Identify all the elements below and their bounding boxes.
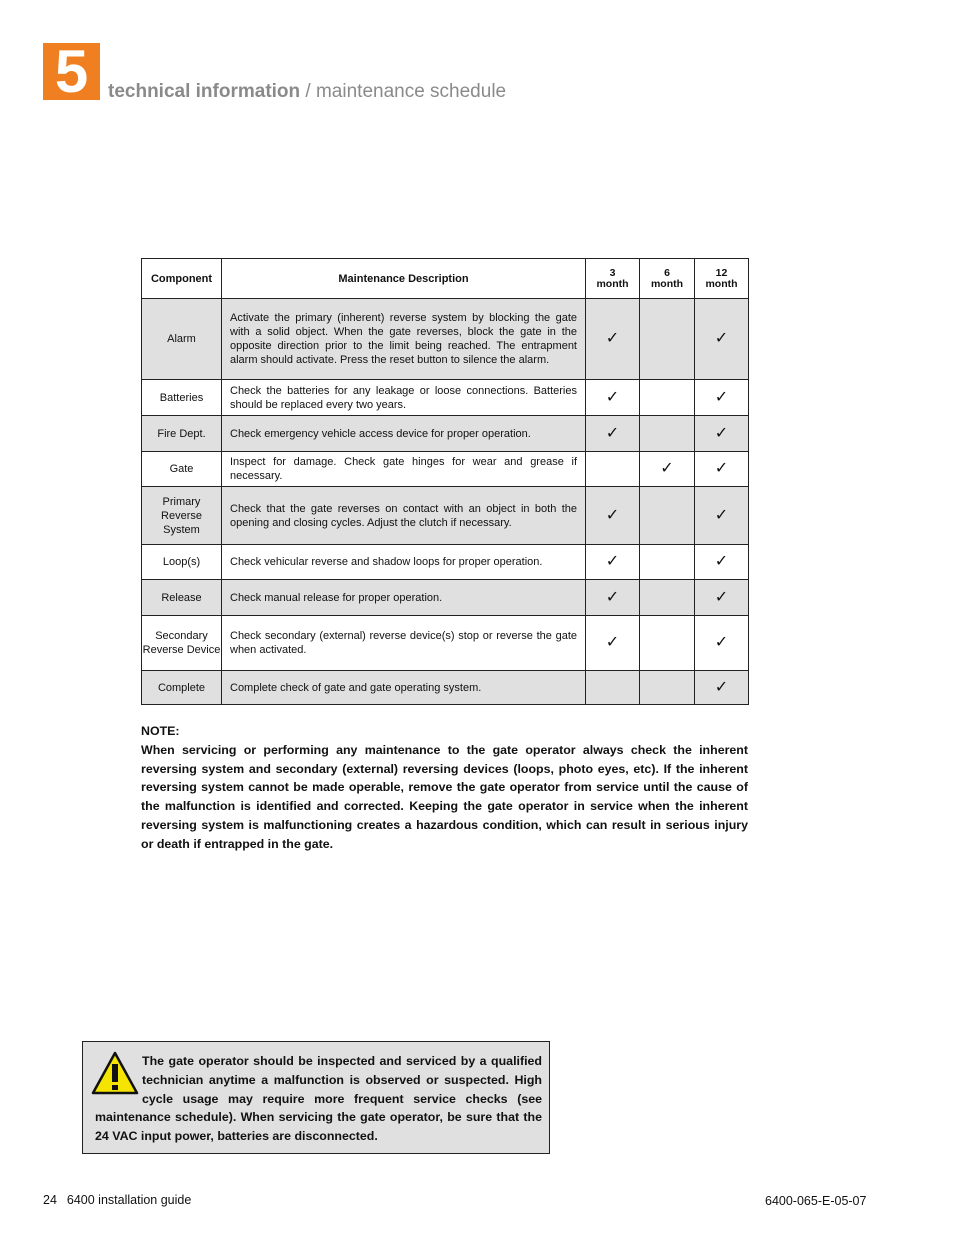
- guide-name: 6400 installation guide: [66, 1193, 192, 1207]
- check-12-month: ✓: [695, 671, 749, 705]
- check-6-month: [640, 487, 695, 545]
- check-3-month: [586, 671, 640, 705]
- column-header-6-month-number: 6: [664, 266, 670, 279]
- column-header-12-month: [695, 259, 749, 299]
- table-row: [142, 380, 749, 416]
- column-header-description: Maintenance Description: [222, 259, 586, 299]
- table-row: [142, 580, 749, 616]
- check-12-month: ✓: [695, 380, 749, 416]
- check-3-month: ✓: [586, 380, 640, 416]
- check-12-month: ✓: [695, 616, 749, 671]
- description-cell: Inspect for damage. Check gate hinges for wear and grease if necessary.: [222, 452, 586, 487]
- description-cell: Check emergency vehicle access device for proper operation.: [222, 416, 586, 452]
- table-row: [142, 452, 749, 487]
- check-3-month: ✓: [586, 299, 640, 380]
- check-3-month: ✓: [586, 580, 640, 616]
- check-12-month: ✓: [695, 487, 749, 545]
- column-header-6-month: [640, 259, 695, 299]
- description-cell: Check that the gate reverses on contact with an object in both the opening and closing cycles. Adjust the clutch if necessary.: [222, 487, 586, 545]
- component-cell: Secondary Reverse Device: [142, 616, 222, 671]
- note-heading: NOTE:: [141, 724, 180, 738]
- check-3-month: ✓: [586, 487, 640, 545]
- warning-text: The gate operator should be inspected and serviced by a qualified technician anytime a malfunction is observed or suspected. High cycle usage may require more frequent service checks (see maintenance schedule). When servicing the gate operator, be sure that the 24 VAC input power, batteries are disconnected.: [95, 1054, 542, 1144]
- check-6-month: [640, 671, 695, 705]
- component-cell: Loop(s): [142, 545, 222, 580]
- description-cell: Complete check of gate and gate operating system.: [222, 671, 586, 705]
- check-6-month: [640, 416, 695, 452]
- warning-text-block: [95, 1052, 542, 1146]
- description-cell: Check the batteries for any leakage or loose connections. Batteries should be replaced every two years.: [222, 380, 586, 416]
- page-title-subsection: / maintenance schedule: [300, 81, 507, 102]
- table-row: [142, 487, 749, 545]
- check-6-month: ✓: [640, 452, 695, 487]
- column-header-6-month-unit: month: [650, 277, 684, 290]
- component-cell: Complete: [142, 671, 222, 705]
- check-6-month: [640, 616, 695, 671]
- check-6-month: [640, 299, 695, 380]
- check-3-month: ✓: [586, 416, 640, 452]
- check-3-month: ✓: [586, 545, 640, 580]
- table-header-row: [142, 259, 749, 299]
- note-body: When servicing or performing any maintenance to the gate operator always check the inherent reversing system and secondary (external) reversing devices (loops, photo eyes, etc). If the inherent reversing system cannot be made operable, remove the gate operator from service until the cause of the malfunction is identified and corrected. Keeping the gate operator in service when the inherent reversing system is malfunctioning creates a hazardous condition, which can result in serious injury or death if entrapped in the gate.: [141, 742, 748, 851]
- check-6-month: [640, 380, 695, 416]
- description-cell: Check secondary (external) reverse device(s) stop or reverse the gate when activated.: [222, 616, 586, 671]
- component-cell: Alarm: [142, 299, 222, 380]
- component-cell: Release: [142, 580, 222, 616]
- page-title: [108, 81, 506, 103]
- check-12-month: ✓: [695, 545, 749, 580]
- column-header-12-month-number: 12: [715, 266, 728, 279]
- column-header-12-month-unit: month: [705, 277, 738, 290]
- description-cell: Check vehicular reverse and shadow loops for proper operation.: [222, 545, 586, 580]
- check-6-month: [640, 580, 695, 616]
- description-cell: Activate the primary (inherent) reverse system by blocking the gate with a solid object. When the gate reverses, block the gate in the opposite direction prior to the limit being reached. The entrapment alarm should activate. Press the reset button to silence the alarm.: [222, 299, 586, 380]
- column-header-component: Component: [142, 259, 222, 299]
- check-12-month: ✓: [695, 452, 749, 487]
- column-header-3-month-unit: month: [596, 277, 629, 290]
- check-12-month: ✓: [695, 299, 749, 380]
- maintenance-schedule-table: [141, 258, 749, 705]
- footer-left: [43, 1193, 191, 1207]
- check-3-month: ✓: [586, 616, 640, 671]
- page-number: 24: [43, 1193, 57, 1207]
- table-row: [142, 671, 749, 705]
- column-header-3-month-number: 3: [609, 266, 616, 279]
- component-cell: Gate: [142, 452, 222, 487]
- table-row: [142, 299, 749, 380]
- maintenance-note: [141, 722, 748, 854]
- component-cell: Batteries: [142, 380, 222, 416]
- description-cell: Check manual release for proper operation.: [222, 580, 586, 616]
- chapter-number-badge: 5: [43, 43, 100, 100]
- table-row: [142, 545, 749, 580]
- component-cell: Fire Dept.: [142, 416, 222, 452]
- check-6-month: [640, 545, 695, 580]
- check-12-month: ✓: [695, 416, 749, 452]
- column-header-3-month: [586, 259, 640, 299]
- warning-callout: [82, 1041, 550, 1154]
- page-title-section: technical information: [108, 81, 301, 102]
- check-3-month: [586, 452, 640, 487]
- document-code: 6400-065-E-05-07: [765, 1194, 867, 1208]
- table-row: [142, 416, 749, 452]
- check-12-month: ✓: [695, 580, 749, 616]
- component-cell: Primary Reverse System: [142, 487, 222, 545]
- table-row: [142, 616, 749, 671]
